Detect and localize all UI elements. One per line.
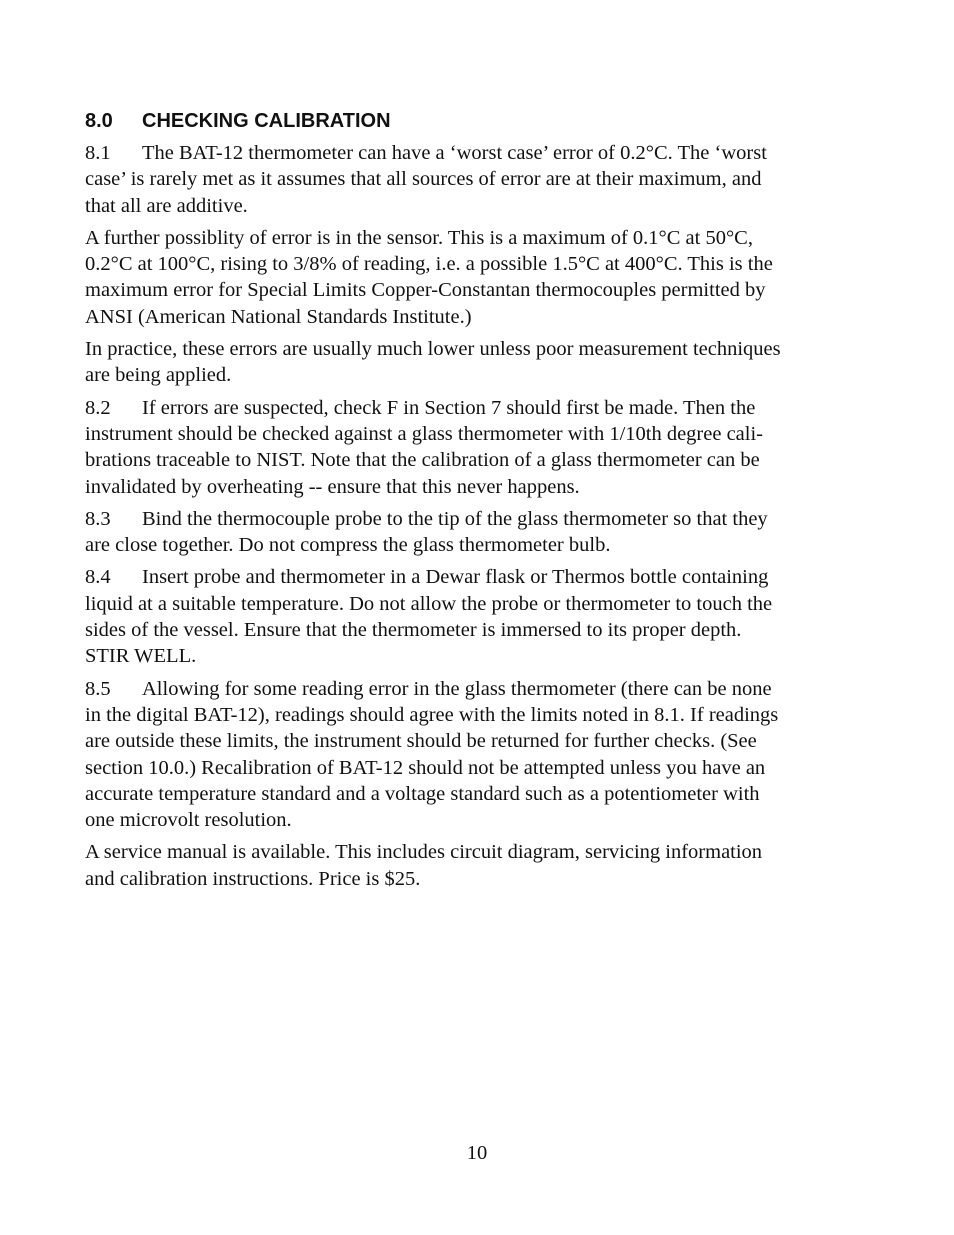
paragraph-text: instrument should be checked against a glass thermometer with 1/10th degree cali- [85,422,764,445]
paragraph-text: A further possiblity of error is in the sensor. This is a maximum of 0.1°C at 50°C, [85,226,753,249]
paragraph-text: section 10.0.) Recalibration of BAT-12 should not be attempted unless you have an [85,756,766,779]
paragraph-line [85,362,845,388]
page-number: 10 [466,1142,488,1164]
paragraph-text: are outside these limits, the instrument should be returned for further checks. (See [85,730,757,753]
paragraph-line [85,336,845,362]
paragraph-text: Allowing for some reading error in the glass thermometer (there can be none [142,677,772,700]
paragraph-text: and calibration instructions. Price is $25. [85,867,421,890]
paragraph-text: case’ is rarely met as it assumes that all sources of error are at their maximum, and [85,168,762,191]
paragraph-text: liquid at a suitable temperature. Do not allow the probe or thermometer to touch the [85,592,773,615]
paragraph [85,676,845,834]
section-heading [85,108,845,134]
paragraph-text: are close together. Do not compress the glass thermometer bulb. [85,534,611,557]
paragraph-text: sides of the vessel. Ensure that the thermometer is immersed to its proper depth. [85,619,742,642]
paragraph [85,225,845,330]
paragraph-number: 8.4 [85,566,111,589]
paragraph-line [85,447,845,473]
paragraph-text: 0.2°C at 100°C, rising to 3/8% of reading, i.e. a possible 1.5°C at 400°C. This is the [85,253,773,276]
paragraph-line [85,277,845,303]
paragraph-line [85,866,845,892]
paragraph-number: 8.5 [85,677,111,700]
paragraph-line [85,781,845,807]
paragraph-line [85,421,845,447]
paragraph-line [85,702,845,728]
paragraph-line [85,225,845,251]
paragraph-text: Insert probe and thermometer in a Dewar flask or Thermos bottle containing [142,566,769,589]
paragraph-text: In practice, these errors are usually much lower unless poor measurement techniques [85,338,781,361]
section-number: 8.0 [85,110,113,132]
paragraph-number: 8.2 [85,396,111,419]
paragraph [85,564,845,669]
paragraph-line [85,676,845,702]
paragraph [85,506,845,559]
paragraph-text: A service manual is available. This includes circuit diagram, servicing information [85,841,763,864]
paragraph-line [85,728,845,754]
paragraph-text: Bind the thermocouple probe to the tip of the glass thermometer so that they [142,507,768,530]
paragraph-line [85,807,845,833]
document-page [85,108,845,898]
paragraph-line [85,304,845,330]
paragraph-text: If errors are suspected, check F in Section 7 should first be made. Then the [142,396,756,419]
paragraph-line [85,395,845,421]
paragraph-line [85,755,845,781]
paragraph-line [85,532,845,558]
section-title: CHECKING CALIBRATION [142,110,391,132]
paragraph [85,140,845,219]
paragraph [85,336,845,389]
paragraph-line [85,564,845,590]
paragraph-text: maximum error for Special Limits Copper-Constantan thermocouples permitted by [85,279,766,302]
paragraph-text: The BAT-12 thermometer can have a ‘worst case’ error of 0.2°C. The ‘worst [142,142,767,164]
paragraph-line [85,474,845,500]
paragraph-line [85,839,845,865]
paragraph-text: that all are additive. [85,194,248,217]
paragraph-text: invalidated by overheating -- ensure that this never happens. [85,475,580,498]
paragraph-number: 8.3 [85,507,111,530]
paragraph-text: brations traceable to NIST. Note that the calibration of a glass thermometer can be [85,449,760,472]
paragraph-text: in the digital BAT-12), readings should agree with the limits noted in 8.1. If readings [85,703,779,726]
paragraph-line [85,140,845,166]
paragraph-text: STIR WELL. [85,645,197,668]
paragraph-line [85,166,845,192]
paragraph-line [85,591,845,617]
paragraph-line [85,617,845,643]
paragraph-text: one microvolt resolution. [85,809,292,832]
paragraph-list [85,140,845,892]
paragraph-text: accurate temperature standard and a voltage standard such as a potentiometer with [85,782,760,805]
paragraph-text: ANSI (American National Standards Institute.) [85,305,472,328]
paragraph-line [85,193,845,219]
paragraph [85,395,845,500]
paragraph [85,839,845,892]
paragraph-line [85,251,845,277]
paragraph-text: are being applied. [85,364,232,387]
paragraph-number: 8.1 [85,142,111,164]
paragraph-line [85,506,845,532]
paragraph-line [85,643,845,669]
